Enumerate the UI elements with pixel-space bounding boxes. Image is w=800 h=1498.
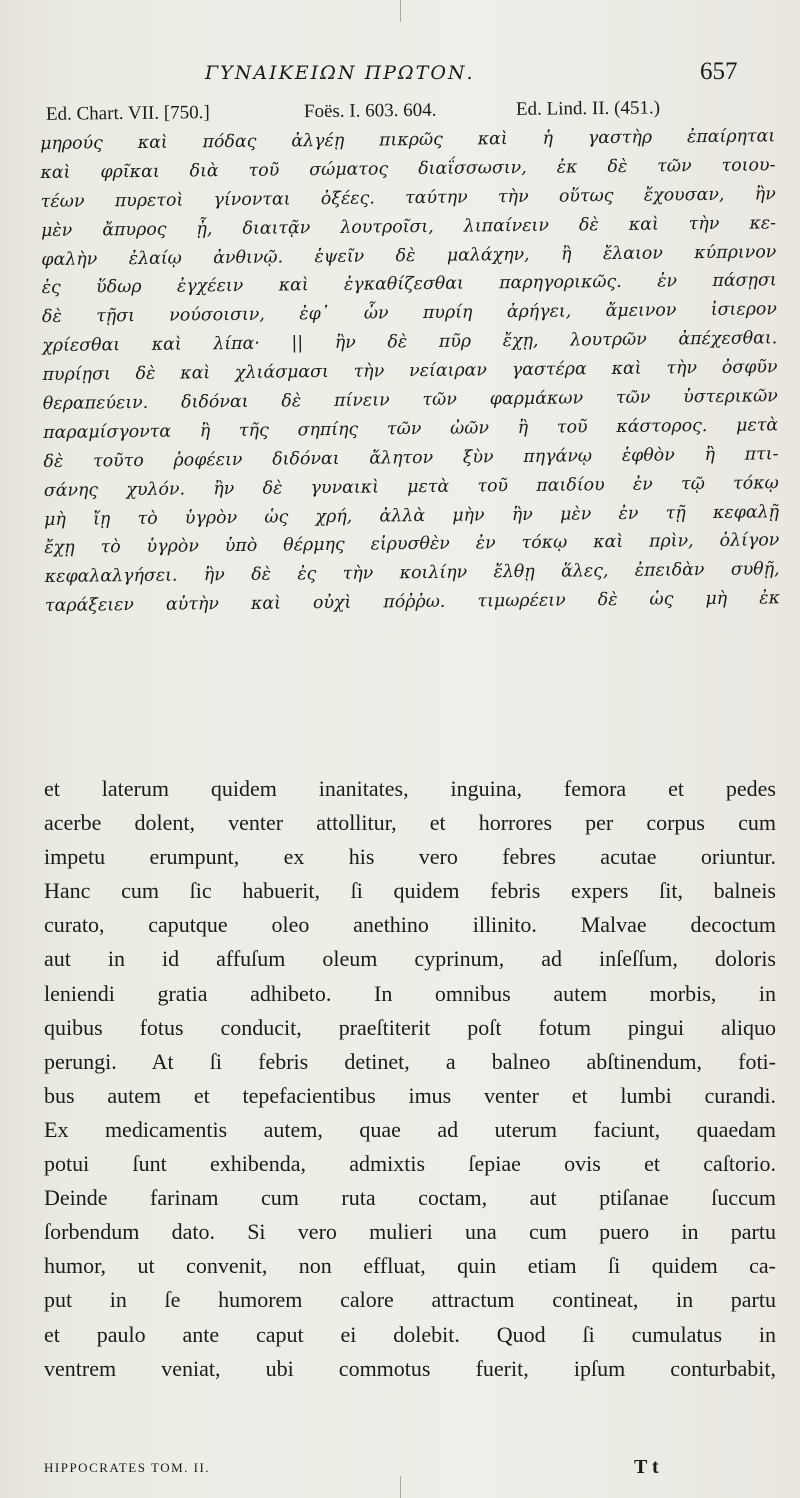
greek-text-line: σάνης χυλόν. ἢν δὲ γυναικὶ μετὰ τοῦ παιδίου ἐν τῷ τόκῳ (43, 472, 779, 501)
latin-text-line: put in ſe humorem calore attractum contineat, in partu (44, 1287, 776, 1313)
edition-chartier-ref: Ed. Chart. VII. [750.] (45, 102, 210, 125)
scan-mark (400, 0, 401, 22)
greek-text-line: μὲν ἄπυρος ᾖ, διαιτᾷν λουτροῖσι, λιπαίνειν δὲ καὶ τὴν κε- (40, 212, 777, 241)
latin-text-line: et laterum quidem inanitates, inguina, femora et pedes (44, 776, 776, 801)
latin-text-line: humor, ut convenit, non effluat, quin etiam ſi quidem ca- (44, 1253, 776, 1279)
greek-text-line: ταράξειεν αὐτὴν καὶ οὐχὶ πόῤῥω. τιμωρέειν δὲ ὡς μὴ ἐκ (44, 588, 781, 617)
printer-signature: HIPPOCRATES TOM. II. (44, 1460, 211, 1475)
greek-text-line: μὴ ἴῃ τὸ ὑγρὸν ὡς χρή, ἀλλὰ μὴν ἢν μὲν ἐν τῇ κεφαλῇ (43, 501, 780, 530)
greek-text-line: καὶ φρῖκαι διὰ τοῦ σώματος διαΐσσωσιν, ἐκ δὲ τῶν τοιου- (40, 155, 776, 183)
latin-text-line: et paulo ante caput ei dolebit. Quod ſi cumulatus in (44, 1321, 776, 1347)
latin-text-line: Ex medicamentis autem, quae ad uterum faciunt, quaedam (44, 1116, 776, 1142)
scan-mark (400, 1476, 401, 1498)
greek-text-line: κεφαλαλγήσει. ἢν δὲ ἐς τὴν κοιλίην ἔλθῃ ἅλες, ἐπειδὰν συθῇ, (44, 559, 780, 588)
latin-text-line: curato, caputque oleo anethino illinito. Malvae decoctum (44, 912, 776, 938)
greek-text-line: μηρούς καὶ πόδας ἀλγέῃ πικρῶς καὶ ἡ γαστὴρ ἐπαίρηται (40, 126, 776, 154)
page-number: 657 (700, 58, 738, 85)
running-head (0, 58, 800, 92)
edition-linden-ref: Ed. Lind. II. (451.) (515, 97, 661, 120)
page-footer (44, 1456, 774, 1486)
greek-text-line: φαλὴν ἐλαίῳ ἀνθινῷ. ἑψεῖν δὲ μαλάχην, ἢ ἔλαιον κύπρινον (41, 241, 777, 270)
greek-text-line: χρίεσθαι καὶ λίπα· || ἢν δὲ πῦρ ἔχῃ, λουτρῶν ἀπέχεσθαι. (42, 328, 778, 357)
latin-text-line: aut in id affuſum oleum cyprinum, ad inſeſſum, doloris (44, 946, 776, 972)
greek-text-line: πυρίῃσι δὲ καὶ χλιάσμασι τὴν νείαιραν γαστέρα καὶ τὴν ὀσφῦν (42, 357, 778, 386)
latin-text-line: ſorbendum dato. Si vero mulieri una cum puero in partu (44, 1219, 776, 1245)
greek-text-line: παραμίσγοντα ἢ τῆς σηπίης τῶν ὠῶν ἢ τοῦ κάστορος. μετὰ (43, 415, 779, 443)
latin-text-line: Deinde farinam cum ruta coctam, aut ptiſanae ſuccum (44, 1185, 776, 1211)
greek-text-block (40, 122, 780, 621)
greek-text-line: ἔχῃ τὸ ὑγρὸν ὑπὸ θέρμης εἰρυσθὲν ἐν τόκῳ καὶ πρὶν, ὀλίγον (44, 530, 780, 559)
latin-text-line: bus autem et tepefacientibus imus venter et lumbi curandi. (44, 1082, 776, 1108)
latin-text-line: perungi. At ſi febris detinet, a balneo abſtinendum, foti- (44, 1048, 776, 1074)
latin-text-line: leniendi gratia adhibeto. In omnibus autem morbis, in (44, 980, 776, 1006)
latin-text-line: acerbe dolent, venter attollitur, et horrores per corpus cum (44, 810, 776, 836)
greek-text-line: τέων πυρετοὶ γίνονται ὀξέες. ταύτην τὴν οὕτως ἔχουσαν, ἢν (40, 184, 776, 212)
latin-text-line: potui ſunt exhibenda, admixtis ſepiae ovis et caſtorio. (44, 1151, 776, 1177)
greek-text-line: ἐς ὕδωρ ἐγχέειν καὶ ἐγκαθίζεσθαι παρηγορικῶς. ἐν πάσῃσι (41, 270, 777, 299)
greek-text-line: δὲ τοῦτο ῥοφέειν διδόναι ἄλητον ξὺν πηγάνῳ ἑφθὸν ἢ πτι- (43, 444, 779, 472)
greek-text-line: δὲ τῇσι νούσοισιν, ἐφ᾽ ὧν πυρίη ἀρήγει, ἄμεινον ἰσιερον (41, 299, 778, 328)
sheet-mark: T t (634, 1456, 659, 1478)
latin-text-line: Hanc cum ſic habuerit, ſi quidem febris expers ſit, balneis (44, 878, 776, 904)
latin-text-line: impetu erumpunt, ex his vero febres acutae oriuntur. (44, 844, 776, 870)
greek-text-line: θεραπεύειν. διδόναι δὲ πίνειν τῶν φαρμάκων τῶν ὑστερικῶν (42, 386, 778, 415)
edition-foes-ref: Foës. I. 603. 604. (303, 99, 437, 123)
latin-text-line: ventrem veniat, ubi commotus fuerit, ipſum conturbabit, (44, 1355, 776, 1381)
latin-text-block (44, 772, 776, 1386)
running-title: ΓΥΝΑΙΚΕΙΩΝ ΠΡΩΤΟΝ. (205, 62, 475, 84)
latin-text-line: quibus fotus conducit, praeſtiterit poſt fotum pingui aliquo (44, 1014, 776, 1040)
show-through-smudge (70, 718, 770, 748)
